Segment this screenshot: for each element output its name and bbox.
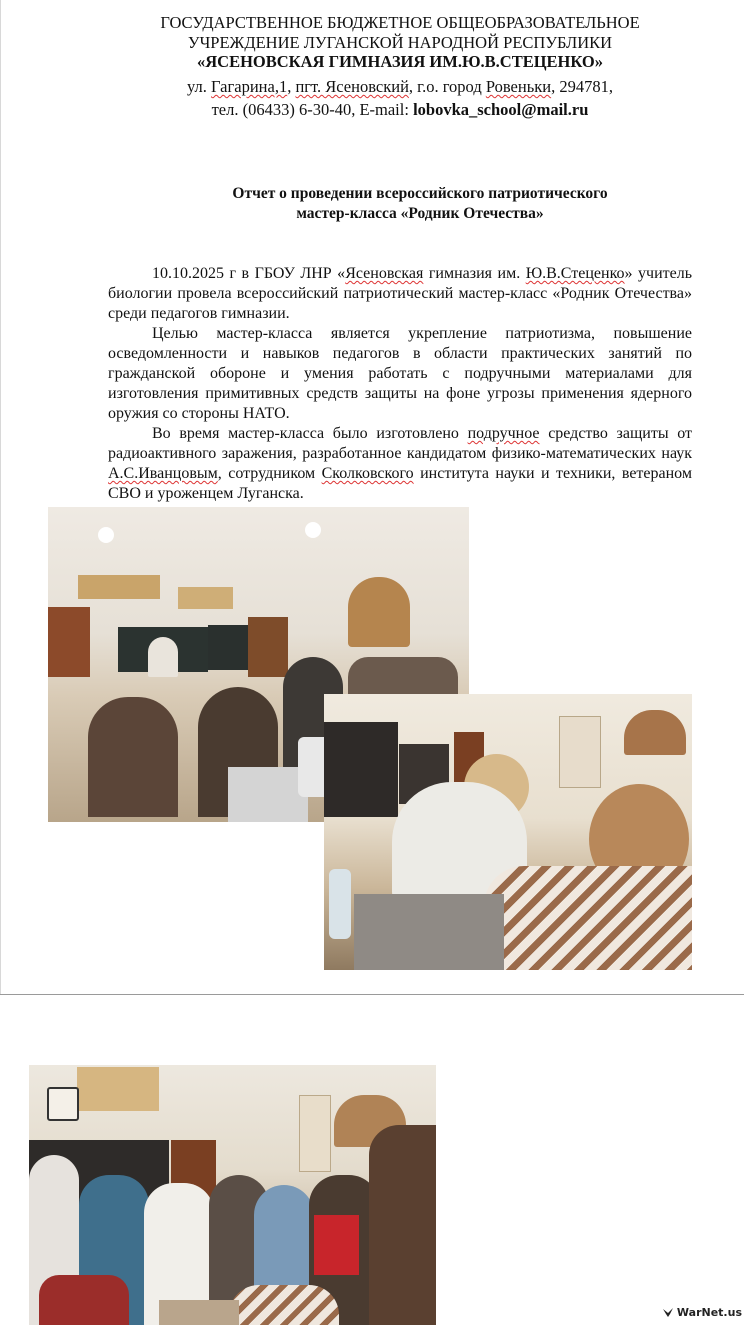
header-contacts: тел. (06433) 6-30-40, E-mail: lobovka_school@mail.ru <box>211 100 589 119</box>
page-break-line <box>0 994 744 995</box>
paragraph-3: Во время мастер-класса было изготовлено подручное средство защиты от радиоактивного заражения, разработанное кандидатом физико-математических наук А.С.Иванцовым, сотрудником Сколковского института науки и техники, ветераном СВО и уроженцем Луганска. <box>108 425 693 502</box>
paragraph-2: Целью мастер-класса является укрепление патриотизма, повышение осведомленности и навыков педагогов в области практических занятий по гражданской обороне и умения работать с подручными материалами для изготовления примитивных средств защиты на фоне угрозы применения ядерного оружия со стороны НАТО. <box>108 325 692 422</box>
report-title-line-1: Отчет о проведении всероссийского патриотического <box>232 185 608 202</box>
email-link[interactable]: lobovka_school@mail.ru <box>413 100 589 119</box>
page-left-edge <box>0 0 1 995</box>
header-line-2: УЧРЕЖДЕНИЕ ЛУГАНСКОЙ НАРОДНОЙ РЕСПУБЛИКИ <box>187 33 613 52</box>
header-address: ул. Гагарина,1, пгт. Ясеновский, г.о. город Ровеньки, 294781, <box>187 77 613 96</box>
header-line-3: «ЯСЕНОВСКАЯ ГИМНАЗИЯ ИМ.Ю.В.СТЕЦЕНКО» <box>196 52 604 71</box>
header-line-1: ГОСУДАРСТВЕННОЕ БЮДЖЕТНОЕ ОБЩЕОБРАЗОВАТЕЛЬНОЕ <box>160 13 640 32</box>
photo-making-protection <box>324 694 692 970</box>
report-title-line-2: мастер-класса «Родник Отечества» <box>296 205 544 222</box>
paragraph-1: 10.10.2025 г в ГБОУ ЛНР «Ясеновская гимназия им. Ю.В.Стеценко» учитель биологии провела всероссийский патриотический мастер-класс «Родник Отечества» среди педагогов гимназии. <box>108 265 693 322</box>
photo-teachers-group <box>29 1065 436 1325</box>
report-body <box>108 264 692 504</box>
watermark-text: WarNet.us <box>676 1306 742 1319</box>
watermark <box>662 1306 742 1319</box>
bird-logo-icon <box>662 1306 674 1318</box>
